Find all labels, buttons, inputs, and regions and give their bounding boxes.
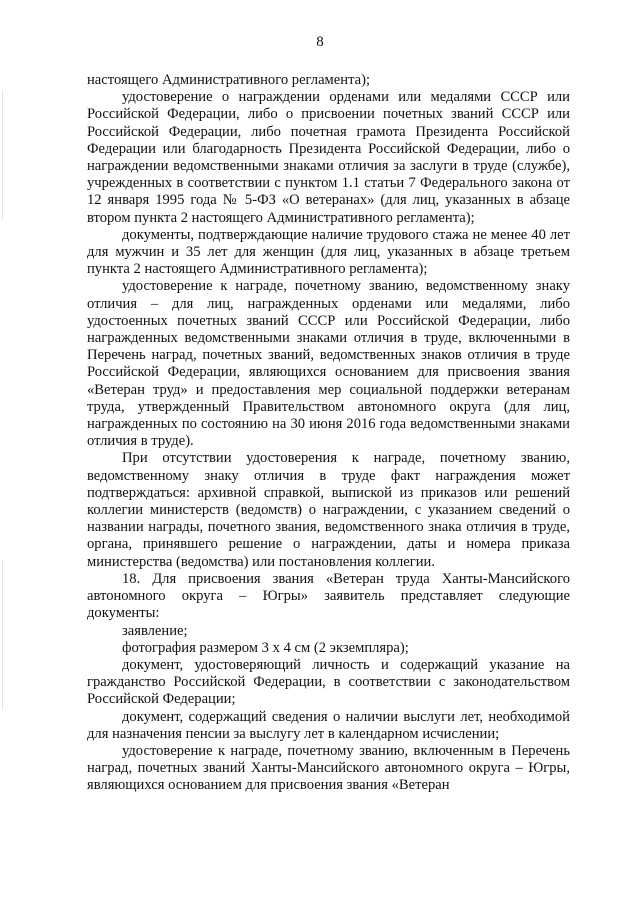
scan-edge-mark (2, 560, 3, 710)
paragraph: 18. Для присвоения звания «Ветеран труда Ханты-Мансийского автономного округа – Югры» заявитель представляет следующие документы: (87, 570, 570, 622)
document-body (87, 72, 570, 795)
paragraph: документ, содержащий сведения о наличии выслуги лет, необходимой для назначения пенсии за выслугу лет в календарном исчислении; (87, 708, 570, 742)
paragraph: настоящего Административного регламента); (87, 72, 371, 88)
paragraph: фотография размером 3 х 4 см (2 экземпляра); (122, 639, 409, 656)
paragraph: документ, удостоверяющий личность и содержащий указание на гражданство Российской Федерации, в соответствии с законодательством Российской Федерации; (87, 656, 570, 708)
paragraph: удостоверение к награде, почетному званию, включенным в Перечень наград, почетных званий Ханты-Мансийского автономного округа – Югры, являющихся основанием для присвоения звания «Ветеран (87, 742, 570, 794)
paragraph: удостоверение о награждении орденами или медалями СССР или Российской Федерации, либо о присвоении почетных званий СССР или Российской Федерации, либо почетная грамота Президента Российской Федерации или благодарность Президента Российской Федерации, либо о награждении ведомственными знаками отличия за заслуги в труде (службе), учрежденных в соответствии с пунктом 1.1 статьи 7 Федерального закона от 12 января 1995 года № 5-ФЗ «О ветеранах» (для лиц, указанных в абзаце втором пункта 2 настоящего Административного регламента); (87, 89, 570, 226)
paragraph: При отсутствии удостоверения к награде, почетному званию, ведомственному знаку отличия в труде факт награждения может подтверждаться: архивной справкой, выпиской из приказов или решений коллегии министерств (ведомств) о награждении, с указанием сведений о названии награды, почетного звания, ведомственного знака отличия в труде, органа, принявшего решение о награждении, даты и номера приказа министерства (ведомства) или постановления коллегии. (87, 450, 570, 570)
paragraph: документы, подтверждающие наличие трудового стажа не менее 40 лет для мужчин и 35 лет для женщин (для лиц, указанных в абзаце третьем пункта 2 настоящего Административного регламента); (87, 226, 570, 278)
paragraph: заявление; (122, 622, 188, 639)
paragraph: удостоверение к награде, почетному званию, ведомственному знаку отличия – для лиц, награжденных орденами или медалями, либо удостоенных почетных званий СССР или Российской Федерации, либо награжденных ведомственными знаками отличия в труде, включенными в Перечень наград, почетных званий, ведомственных знаков отличия в труде Российской Федерации, являющихся основанием для присвоения звания «Ветеран труд» и предоставления мер социальной поддержки ветеранам труда, утвержденный Правительством автономного округа (для лиц, награжденных по состоянию на 30 июня 2016 года ведомственными знаками отличия в труде). (87, 278, 570, 450)
page-number: 8 (316, 34, 324, 50)
scan-edge-mark (2, 90, 3, 220)
